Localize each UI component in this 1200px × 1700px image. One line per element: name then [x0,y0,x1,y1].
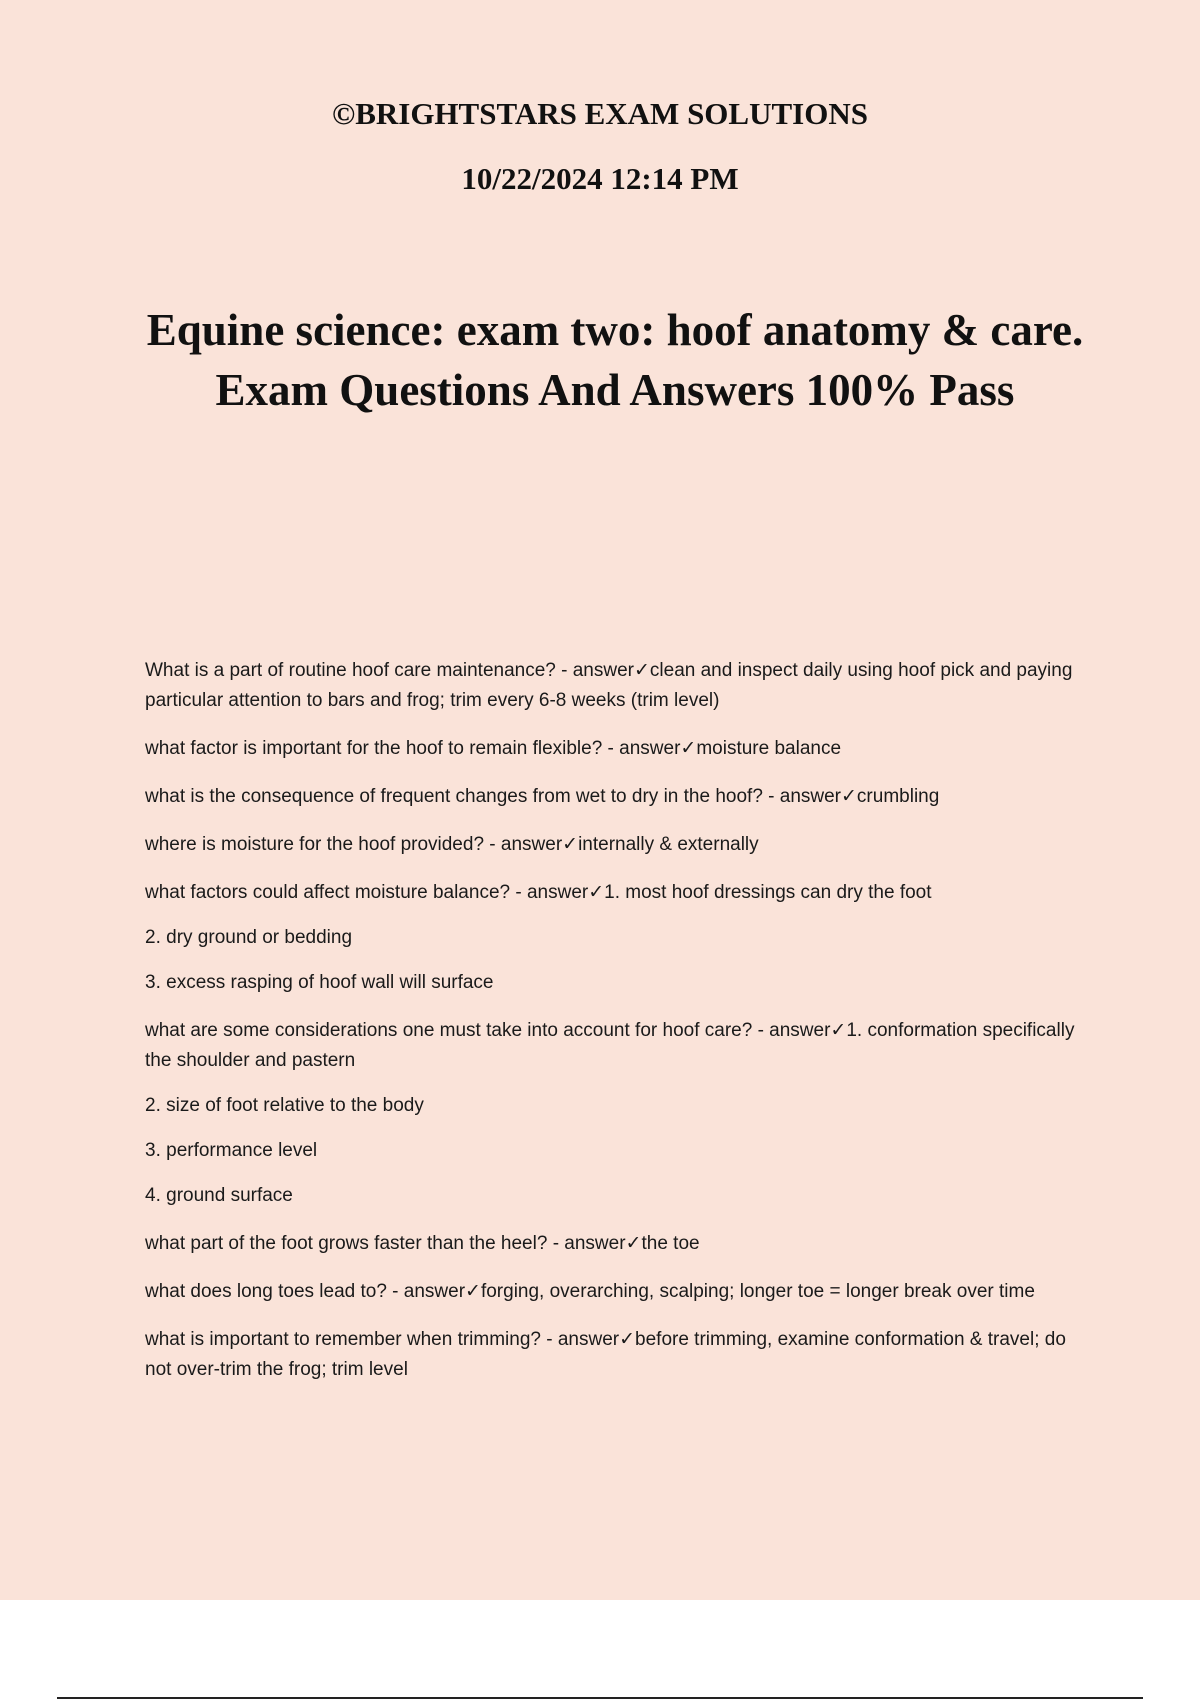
qa-subitem: 3. performance level [145,1140,318,1161]
qa-item: what factor is important for the hoof to remain flexible? - answer✓moisture balance [145,738,842,759]
qa-subitem: 2. dry ground or bedding [145,927,353,948]
qa-subitem: 2. size of foot relative to the body [145,1095,424,1116]
page-divider [57,1697,1143,1699]
qa-subitem: 3. excess rasping of hoof wall will surface [145,972,494,993]
qa-item: what are some considerations one must take into account for hoof care? - answer✓1. conformation specifically the shoulder and pastern [145,1020,1075,1071]
qa-item: what is the consequence of frequent changes from wet to dry in the hoof? - answer✓crumbling [145,786,940,807]
qa-item: what part of the foot grows faster than the heel? - answer✓the toe [145,1233,700,1254]
document-title: Equine science: exam two: hoof anatomy & care. Exam Questions And Answers 100% Pass [146,305,1084,415]
qa-item: what does long toes lead to? - answer✓forging, overarching, scalping; longer toe = longer break over time [145,1281,1035,1302]
qa-subitem: 4. ground surface [145,1185,293,1206]
qa-item: where is moisture for the hoof provided? - answer✓internally & externally [145,834,759,855]
brand-header: ©BRIGHTSTARS EXAM SOLUTIONS [332,96,868,131]
qa-item: what factors could affect moisture balance? - answer✓1. most hoof dressings can dry the foot [145,882,932,903]
qa-item: What is a part of routine hoof care maintenance? - answer✓clean and inspect daily using hoof pick and paying particular attention to bars and frog; trim every 6-8 weeks (trim level) [145,660,1073,711]
qa-item: what is important to remember when trimming? - answer✓before trimming, examine conformation & travel; do not over-trim the frog; trim level [145,1329,1066,1380]
qa-list [145,656,1080,1385]
timestamp: 10/22/2024 12:14 PM [461,161,739,196]
